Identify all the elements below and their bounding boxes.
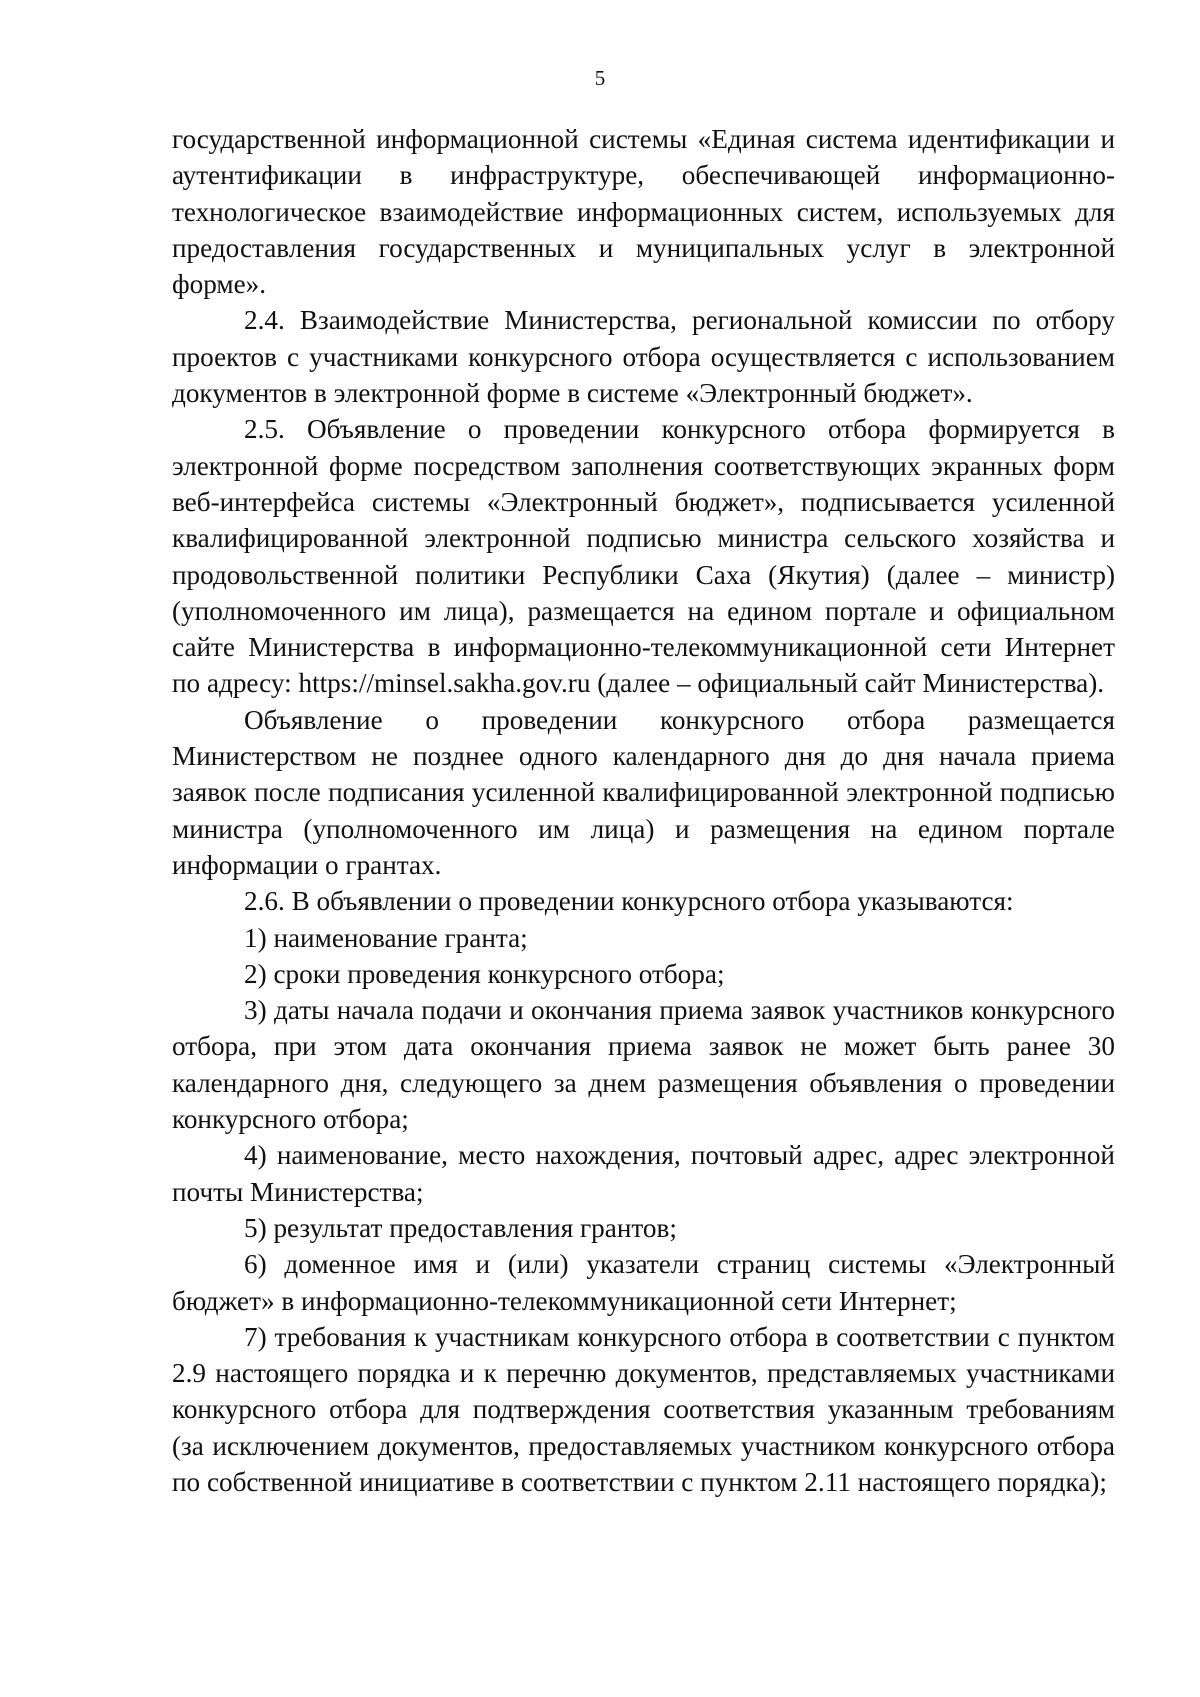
paragraph-2-4: 2.4. Взаимодействие Министерства, региональной комиссии по отбору проектов с участниками конкурсного отбора осуществляется с использованием документов в электронной форме в системе «Электронный бюджет». — [172, 305, 1115, 409]
list-item-6: 6) доменное имя и (или) указатели страниц системы «Электронный бюджет» в информационно-телекоммуникационной сети Интернет; — [172, 1249, 1115, 1316]
paragraph-2-6: 2.6. В объявлении о проведении конкурсного отбора указываются: — [244, 886, 1014, 917]
paragraph-2-5: 2.5. Объявление о проведении конкурсного отбора формируется в электронной форме посредством заполнения соответствующих экранных форм веб-интерфейса системы «Электронный бюджет», подписывается усиленной квалифицированной электронной подписью министра сельского хозяйства и продовольственной политики Республики Саха (Якутия) (далее – министр) (уполномоченного им лица), размещается на едином портале и официальном сайте Министерства в информационно-телекоммуникационной сети Интернет по адресу: https://minsel.sakha.gov.ru (далее – официальный сайт Министерства). — [172, 414, 1115, 699]
list-item-3: 3) даты начала подачи и окончания приема заявок участников конкурсного отбора, при этом дата окончания приема заявок не может быть ранее 30 календарного дня, следующего за днем размещения объявления о проведении конкурсного отбора; — [172, 995, 1115, 1135]
list-item-1: 1) наименование гранта; — [244, 922, 528, 953]
page-number: 5 — [594, 66, 606, 90]
list-item-4: 4) наименование, место нахождения, почтовый адрес, адрес электронной почты Министерства; — [172, 1140, 1115, 1207]
paragraph-continuation: государственной информационной системы «Единая система идентификации и аутентификации в инфраструктуре, обеспечивающей информационно-технологическое взаимодействие информационных систем, используемых для предоставления государственных и муниципальных услуг в электронной форме». — [172, 124, 1115, 300]
list-item-5: 5) результат предоставления грантов; — [244, 1212, 677, 1243]
list-item-2: 2) сроки проведения конкурсного отбора; — [244, 958, 725, 989]
list-item-7: 7) требования к участникам конкурсного отбора в соответствии с пунктом 2.9 настоящего порядка и к перечню документов, представляемых участниками конкурсного отбора для подтверждения соответствия указанным требованиям (за исключением документов, предоставляемых участником конкурсного отбора по собственной инициативе в соответствии с пунктом 2.11 настоящего порядка); — [172, 1321, 1115, 1497]
document-body — [172, 121, 1115, 1500]
paragraph-announcement-placement: Объявление о проведении конкурсного отбора размещается Министерством не позднее одного календарного дня до дня начала приема заявок после подписания усиленной квалифицированной электронной подписью министра (уполномоченного им лица) и размещения на едином портале информации о грантах. — [172, 704, 1115, 880]
